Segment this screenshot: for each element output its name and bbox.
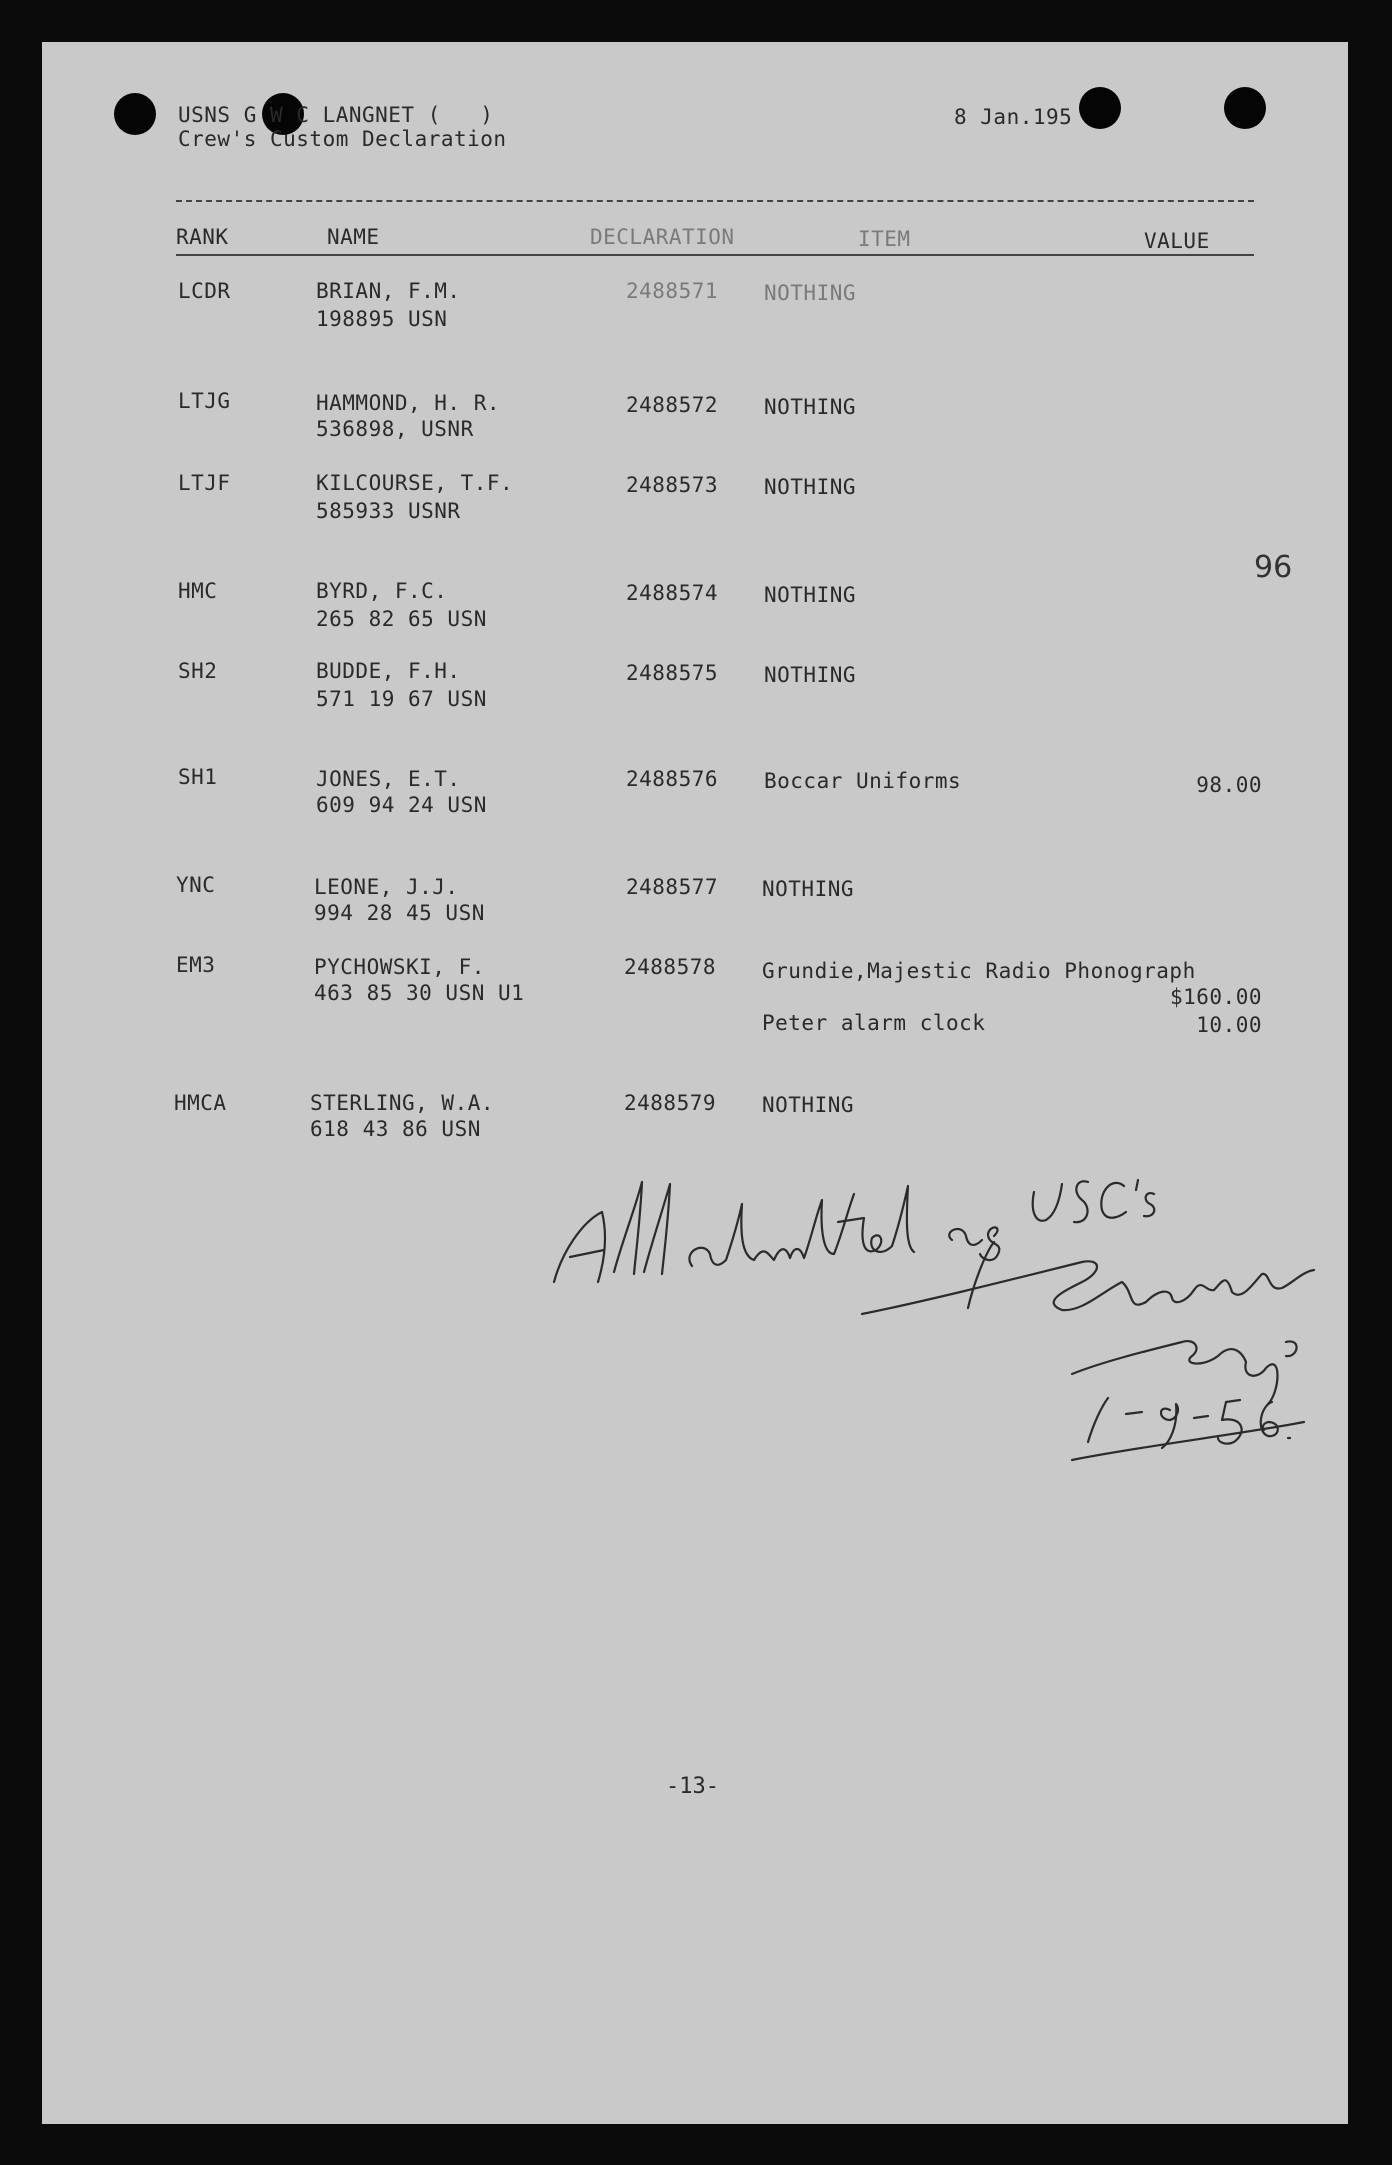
column-header-declaration: DECLARATION	[590, 225, 735, 249]
item-cell: NOTHING	[764, 583, 857, 607]
document-date: 8 Jan.195	[954, 105, 1073, 129]
name-cell: STERLING, W.A.	[310, 1091, 495, 1115]
rank-cell: YNC	[176, 873, 216, 897]
declaration-cell: 2488577	[626, 875, 719, 899]
column-header-rule	[176, 254, 1254, 256]
declaration-cell: 2488578	[624, 955, 717, 979]
column-header-rank: RANK	[176, 225, 229, 249]
handwriting-stroke	[570, 1250, 604, 1257]
underline-stroke	[1072, 1422, 1304, 1460]
ship-name: USNS G W C LANGNET ( )	[178, 103, 494, 127]
name-cell: BYRD, F.C.	[316, 579, 448, 603]
signature-stroke	[968, 1242, 994, 1308]
declaration-cell: 2488571	[626, 279, 719, 303]
rank-cell: LTJG	[178, 389, 231, 413]
value-cell: $160.00	[1169, 985, 1262, 1009]
service-number-cell: 571 19 67 USN	[316, 687, 487, 711]
name-cell: BUDDE, F.H.	[316, 659, 461, 683]
page-number: -13-	[666, 1774, 719, 1799]
column-header-name: NAME	[327, 225, 380, 249]
handwriting-stroke	[644, 1184, 670, 1274]
rank-cell: SH1	[178, 765, 218, 789]
item-cell: NOTHING	[764, 281, 857, 305]
name-cell: BRIAN, F.M.	[316, 279, 461, 303]
declaration-cell: 2488572	[626, 393, 719, 417]
signature-stroke	[862, 1261, 1314, 1314]
punch-hole	[1079, 87, 1121, 129]
signature-stroke	[1072, 1341, 1297, 1404]
service-number-cell: 609 94 24 USN	[316, 793, 487, 817]
document-page	[42, 42, 1348, 2124]
rank-cell: HMCA	[174, 1091, 227, 1115]
document-subtitle: Crew's Custom Declaration	[178, 127, 507, 151]
rank-cell: HMC	[178, 579, 218, 603]
service-number-cell: 265 82 65 USN	[316, 607, 487, 631]
name-cell: LEONE, J.J.	[314, 875, 459, 899]
handwriting-stroke	[1033, 1180, 1155, 1222]
name-cell: HAMMOND, H. R.	[316, 391, 501, 415]
rank-cell: LCDR	[178, 279, 231, 303]
punch-hole	[1224, 87, 1266, 129]
column-header-value: VALUE	[1144, 229, 1210, 253]
value-cell: 10.00	[1196, 1013, 1262, 1037]
value-cell: 98.00	[1196, 773, 1262, 797]
item-cell: NOTHING	[764, 663, 857, 687]
service-number-cell: 618 43 86 USN	[310, 1117, 481, 1141]
rank-cell: LTJF	[178, 471, 231, 495]
rank-cell: SH2	[178, 659, 218, 683]
handwriting-stroke	[614, 1182, 642, 1274]
handwriting-stroke	[689, 1186, 914, 1266]
handwriting-stroke	[554, 1212, 605, 1282]
item-cell: Grundie,Majestic Radio Phonograph	[762, 959, 1196, 983]
service-number-cell: 585933 USNR	[316, 499, 461, 523]
name-cell: PYCHOWSKI, F.	[314, 955, 485, 979]
handwritten-annotation	[542, 1142, 1342, 1472]
declaration-cell: 2488574	[626, 581, 719, 605]
service-number-cell: 536898, USNR	[316, 417, 474, 441]
declaration-cell: 2488576	[626, 767, 719, 791]
item-cell: NOTHING	[762, 1093, 855, 1117]
declaration-cell: 2488579	[624, 1091, 717, 1115]
rank-cell: EM3	[176, 953, 216, 977]
name-cell: KILCOURSE, T.F.	[316, 471, 514, 495]
item-cell: NOTHING	[764, 395, 857, 419]
item-cell: Peter alarm clock	[762, 1011, 986, 1035]
item-cell: Boccar Uniforms	[764, 769, 962, 793]
service-number-cell: 198895 USN	[316, 307, 448, 331]
punch-hole	[114, 93, 156, 135]
side-number: 96	[1254, 550, 1293, 585]
name-cell: JONES, E.T.	[316, 767, 461, 791]
item-cell: NOTHING	[764, 475, 857, 499]
service-number-cell: 463 85 30 USN U1	[314, 981, 525, 1005]
column-header-item: ITEM	[858, 227, 911, 251]
service-number-cell: 994 28 45 USN	[314, 901, 485, 925]
header-rule	[176, 200, 1254, 202]
item-cell: NOTHING	[762, 877, 855, 901]
declaration-cell: 2488575	[626, 661, 719, 685]
declaration-cell: 2488573	[626, 473, 719, 497]
